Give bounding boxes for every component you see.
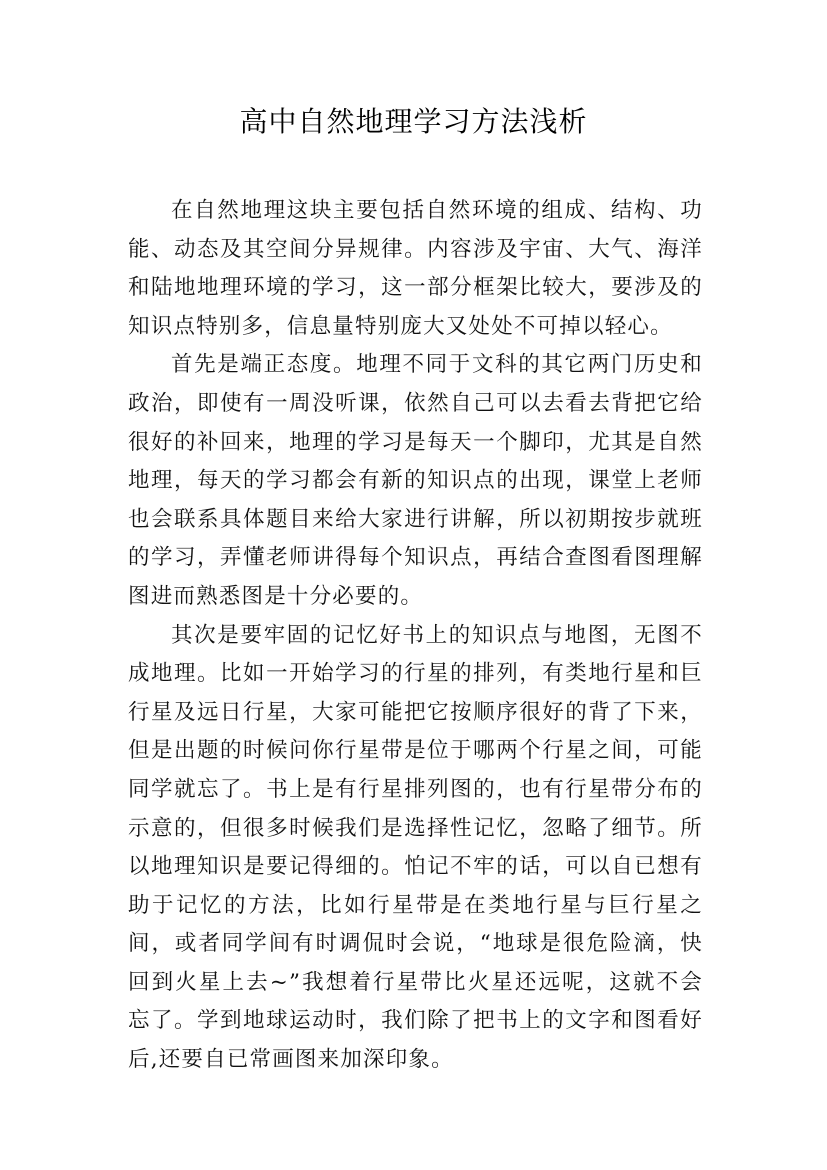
document-title: 高中自然地理学习方法浅析 (239, 105, 588, 138)
paragraph-memory: 其次是要牢固的记忆好书上的知识点与地图，无图不成地理。比如一开始学习的行星的排列，有类地行星和巨行星及远日行星，大家可能把它按顺序很好的背了下来，但是出题的时候问你行星带是位于哪两个行星之间，可能同学就忘了。书上是有行星排列图的，也有行星带分布的示意的，但很多时候我们是选择性记忆，忽略了细节。所以地理知识是要记得细的。怕记不牢的话，可以自已想有助于记忆的方法，比如行星带是在类地行星与巨行星之间，或者同学间有时调侃时会说，“地球是很危险滴，快回到火星上去~”我想着行星带比火星还远呢，这就不会忘了。学到地球运动时，我们除了把书上的文字和图看好后,还要自已常画图来加深印象。 (128, 622, 703, 1073)
paragraph-intro: 在自然地理这块主要包括自然环境的组成、结构、功能、动态及其空间分异规律。内容涉及宇宙、大气、海洋和陆地地理环境的学习，这一部分框架比较大，要涉及的知识点特别多，信息量特别庞大又处处不可掉以轻心。 (128, 198, 703, 339)
document-body (128, 192, 703, 1080)
paragraph-attitude: 首先是端正态度。地理不同于文科的其它两门历史和政治，即使有一周没听课，依然自己可以去看去背把它给很好的补回来，地理的学习是每天一个脚印，尤其是自然地理，每天的学习都会有新的知识点的出现，课堂上老师也会联系具体题目来给大家进行讲解，所以初期按步就班的学习，弄懂老师讲得每个知识点，再结合查图看图理解图进而熟悉图是十分必要的。 (128, 352, 703, 609)
